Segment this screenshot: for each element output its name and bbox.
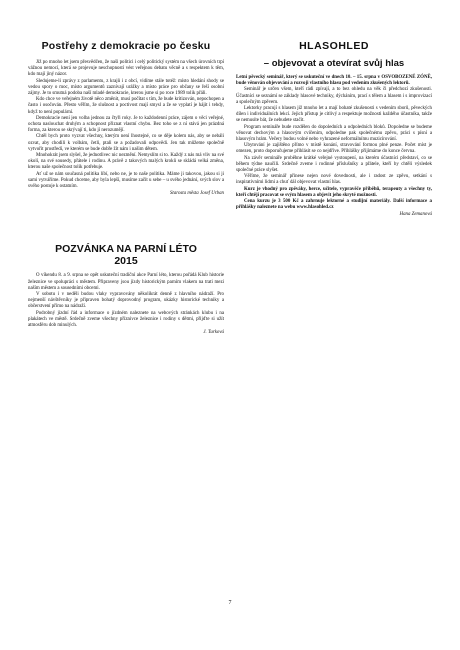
paragraph: Demokracie není jen volba jednou za čtyři roky. Je to každodenní práce, zájem o věci veřejné, ochota naslouchat druhým a schopnost přiznat vlastní chybu. Bez toho se z ní stává jen prázdná forma, za kterou se skrývají ti, kdo jí nerozumějí.: [28, 115, 224, 134]
paragraph: Věříme, že seminář přinese nejen nové dovednosti, ale i radost ze zpěvu, setkání s inspirativními lidmi a chuť dál objevovat vlastní hlas.: [236, 174, 432, 186]
lead-paragraph: Letní pěvecký seminář, který se uskuteční ve dnech 10. – 15. srpna v OSVOBOZENÉ ZÓNĚ, bude věnován objevování a rozvoji vlastního hlasu pod vedením zkušených lektorů.: [236, 75, 432, 87]
paragraph: Seminář je určen všem, kteří rádi zpívají, a to bez ohledu na věk či předchozí zkušenosti. Účastníci se seznámí se základy hlasové techniky, dýcháním, prací s tělem a hlasem i s improvizací a společným zpěvem.: [236, 87, 432, 105]
bold-paragraph: Kurz je vhodný pro zpěváky, herce, učitele, vypravěče příběhů, terapeuty a všechny ty, kteří chtějí pracovat se svým hlasem a objevit jeho skryté možnosti.: [236, 186, 432, 198]
contact-paragraph: Cena kurzu je 3 500 Kč a zahrnuje lektorné a studijní materiály. Další informace a přihlášky naleznete na webu www.hlasohled.cz: [236, 199, 432, 211]
article-signature: J. Turková: [203, 330, 224, 336]
paragraph: Již po mnoho let jsem přesvědčen, že naši politici i celý politický systém na všech úrovních trpí vážnou nemocí, která se projevuje neschopností vést veřejnou debatu věcně a s respektem k těm, kdo mají jiný názor.: [28, 60, 224, 78]
paragraph: V sobotu i v neděli budou vlaky vypravovány několikrát denně z hlavního nádraží. Pro nejmenší návštěvníky je připraven bohatý doprovodný program, ukázky historické techniky a občerstvení přímo na nádraží.: [28, 292, 224, 310]
page-number: 7: [228, 600, 232, 606]
right-column: [236, 40, 432, 600]
article-title-year: 2015: [114, 255, 138, 268]
article-title-hlasohled: HLASOHLED: [299, 40, 369, 52]
article-signature: Starosta města Josef Urban: [169, 191, 224, 197]
paragraph: Ať už se nám současná politika líbí, nebo ne, je to naše politika. Máme ji takovou, jakou si ji sami vytváříme. Pokud chceme, aby byla lepší, musíme začít u sebe – u svého jednání, svých slov a svého postoje k ostatním.: [28, 171, 224, 190]
paragraph: Na závěr semináře proběhne krátké veřejné vystoupení, na kterém účastníci představí, co se během týdne naučili. Srdečně zveme i rodinné příslušníky a přátele, kteří by chtěli výsledek společné práce slyšet.: [236, 155, 432, 174]
paragraph: Podrobný jízdní řád a informace o jízdném naleznete na webových stránkách klubu i na plakátech ve městě. Srdečně zveme všechny příznivce železnice i rodiny s dětmi, přijďte si užít atmosféru dob minulých.: [28, 310, 224, 329]
paragraph: Chtěl bych proto vyzvat všechny, kterým není lhostejné, co se děje kolem nás, aby se nebáli ozvat, aby chodili k volbám, četli, ptali se a požadovali odpovědi. Jen tak můžeme společně vytvořit prostředí, ve kterém se bude dobře žít nám i našim dětem.: [28, 134, 224, 152]
paragraph: Mnohokrát jsem slyšel, že jednotlivec nic nezmění. Nemyslím si to. Každý z nás má vliv na své okolí, na své sousedy, přátele i rodinu. A právě z takových malých kroků se skládá velká změna, kterou naše společnost tolik potřebuje.: [28, 153, 224, 171]
article-subtitle: – objevovat a otevírat svůj hlas: [263, 58, 405, 69]
paragraph: O víkendu 8. a 9. srpna se opět uskuteční tradiční akce Parní léto, kterou pořádá Klub historie železnice ve spolupráci s městem. Připraveny jsou jízdy historickým parním vlakem na trati mezi naším městem a sousedními obcemi.: [28, 273, 224, 291]
paragraph: Program semináře bude rozdělen do dopoledních a odpoledních bloků. Dopoledne se budeme věnovat dechovým a hlasovým cvičením, odpoledne pak společnému zpěvu, práci s písní a hlasovým hrám. Večery budou volné nebo vyhrazené neformálnímu muzicírování.: [236, 124, 432, 143]
article-title-democracy: Postřehy z demokracie po česku: [41, 40, 211, 52]
paragraph: Ubytování je zajištěno přímo v místě konání, stravování formou plné penze. Počet míst je omezen, proto doporučujeme přihlásit se co nejdříve. Přihlášky přijímáme do konce června.: [236, 143, 432, 155]
left-column: [28, 40, 224, 600]
paragraph: Kdo chce ve veřejném životě něco změnit, musí počítat s tím, že bude kritizován, nepochopen a často i osočován. Přesto věřím, že slušnost a poctivost mají smysl a že se vyplatí je hájit i tehdy, když to není populární.: [28, 97, 224, 115]
paragraph: Sledujeme-li zprávy z parlamentu, z krajů i z obcí, vidíme stále totéž: místo hledání shody se vedou spory o moc, místo argumentů zaznívají urážky a místo práce pro občany se řeší osobní zájmy. Je to smutná podoba naší mladé demokracie, kterou jsme si po roce 1989 tolik přáli.: [28, 78, 224, 97]
spacer: [28, 197, 224, 243]
paragraph: Lektorky pracují s hlasem již mnoho let a mají bohaté zkušenosti s vedením sborů, pěveckých dílen i individuálních lekcí. Jejich přístup je citlivý a respektuje možnosti každého účastníka, takže se nemusíte bát, že nebudete stačit.: [236, 106, 432, 124]
article-signature: Hana Zemanová: [399, 212, 432, 218]
article-title-invitation: POZVÁNKA NA PARNÍ LÉTO: [55, 243, 197, 256]
